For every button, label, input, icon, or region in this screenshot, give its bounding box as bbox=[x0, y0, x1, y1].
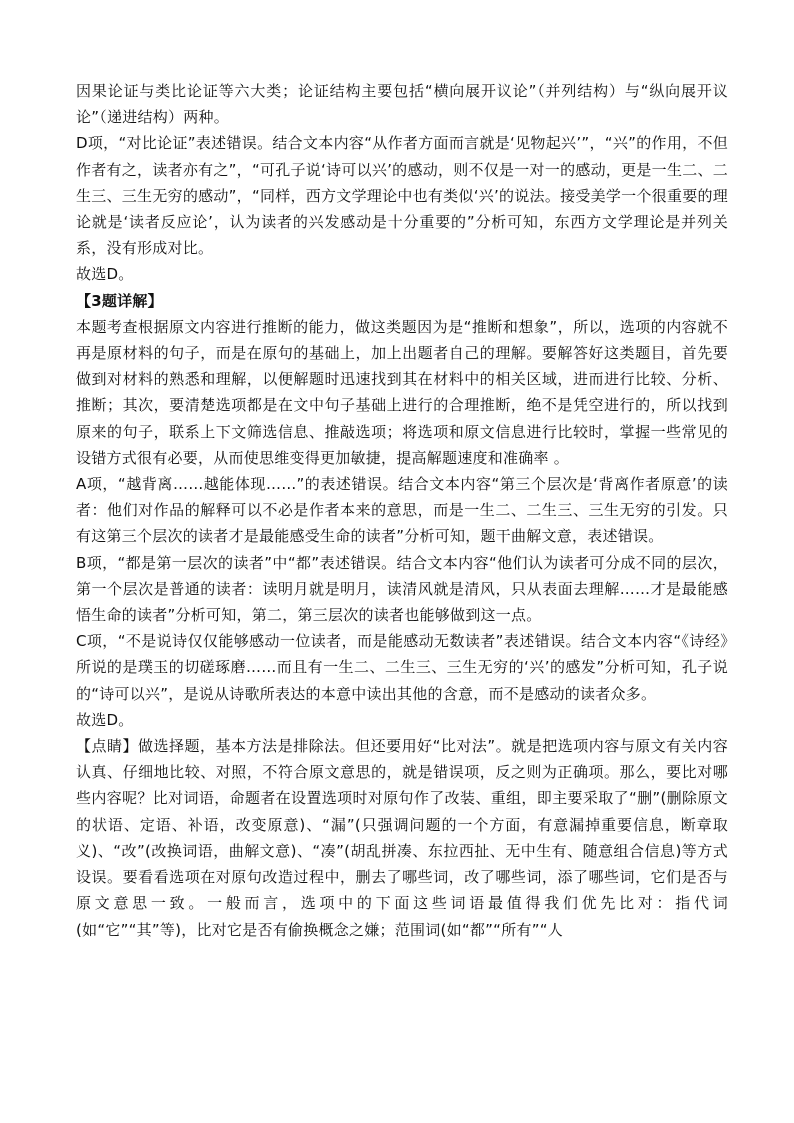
section-heading-question-3: 【3题详解】 bbox=[76, 291, 163, 310]
document-body bbox=[76, 78, 728, 943]
paragraph-option-d-analysis: D项，“对比论证”表述错误。结合文本内容“从作者方面而言就是‘见物起兴’”，“兴”的作用，不但作者有之，读者亦有之”，“可孔子说‘诗可以兴’的感动，则不仅是一对一的感动，更是一生二、二生三、三生无穷的感动”，“同样，西方文学理论中也有类似‘兴’的说法。接受美学一个很重要的理论就是‘读者反应论’，认为读者的兴发感动是十分重要的”分析可知，东西方文学理论是并列关系，没有形成对比。 bbox=[76, 134, 728, 258]
paragraph-answer-d-first: 故选D。 bbox=[76, 265, 134, 284]
paragraph-question-3-method: 本题考查根据原文内容进行推断的能力，做这类题因为是“推断和想象”，所以，选项的内容就不再是原材料的句子，而是在原句的基础上，加上出题者自己的理解。要解答好这类题目，首先要做到对材料的熟悉和理解，以便解题时迅速找到其在材料中的相关区域，进而进行比较、分析、推断；其次，要清楚选项都是在文中句子基础上进行的合理推断，绝不是凭空进行的，所以找到原来的句子，联系上下文筛选信息、推敲选项；将选项和原文信息进行比较时，掌握一些常见的设错方式很有必要，从而使思维变得更加敏捷，提高解题速度和准确率 。 bbox=[76, 317, 728, 467]
paragraph-option-a-analysis: A项，“越背离……越能体现……”的表述错误。结合文本内容“第三个层次是‘背离作者原意’的读者：他们对作品的解释可以不必是作者本来的意思，而是一生二、二生三、三生无穷的引发。只有这第三个层次的读者才是最能感受生命的读者”分析可知，题干曲解文意，表述错误。 bbox=[76, 475, 728, 546]
paragraph-option-b-analysis: B项，“都是第一层次的读者”中“都”表述错误。结合文本内容“他们认为读者可分成不同的层次，第一个层次是普通的读者：读明月就是明月，读清风就是清风，只从表面去理解……才是最能感悟生命的读者”分析可知，第二，第三层次的读者也能够做到这一点。 bbox=[76, 553, 728, 625]
paragraph-argument-structure: 因果论证与类比论证等六大类；论证结构主要包括“横向展开议论”（并列结构）与“纵向展开议论”（递进结构）两种。 bbox=[76, 82, 728, 127]
paragraph-option-c-analysis: C项，“不是说诗仅仅能够感动一位读者，而是能感动无数读者”表述错误。结合文本内容“《诗经》所说的是璞玉的切磋琢磨……而且有一生二、二生三、三生无穷的‘兴’的感发”分析可知，孔子说的“诗可以兴”，是说从诗歌所表达的本意中读出其他的含意，而不是感动的读者众多。 bbox=[76, 632, 728, 703]
paragraph-answer-d-second: 故选D。 bbox=[76, 710, 134, 729]
paragraph-key-points: 【点睛】做选择题，基本方法是排除法。但还要用好“比对法”。就是把选项内容与原文有关内容认真、仔细地比较、对照，不符合原文意思的，就是错误项，反之则为正确项。那么，要比对哪些内容呢？比对词语，命题者在设置选项时对原句作了改装、重组，即主要采取了“删”(删除原文的状语、定语、补语，改变原意)、“漏”(只强调问题的一个方面，有意漏掉重要信息，断章取义)、“改”(改换词语，曲解文意)、“凑”(胡乱拼凑、东拉西扯、无中生有、随意组合信息)等方式设误。要看看选项在对原句改造过程中，删去了哪些词，改了哪些词，添了哪些词，它们是否与原文意思一致。一般而言，选项中的下面这些词语最值得我们优先比对：指代词(如“它”“其”等)，比对它是否有偷换概念之嫌；范围词(如“都”“所有”“人 bbox=[76, 737, 728, 939]
